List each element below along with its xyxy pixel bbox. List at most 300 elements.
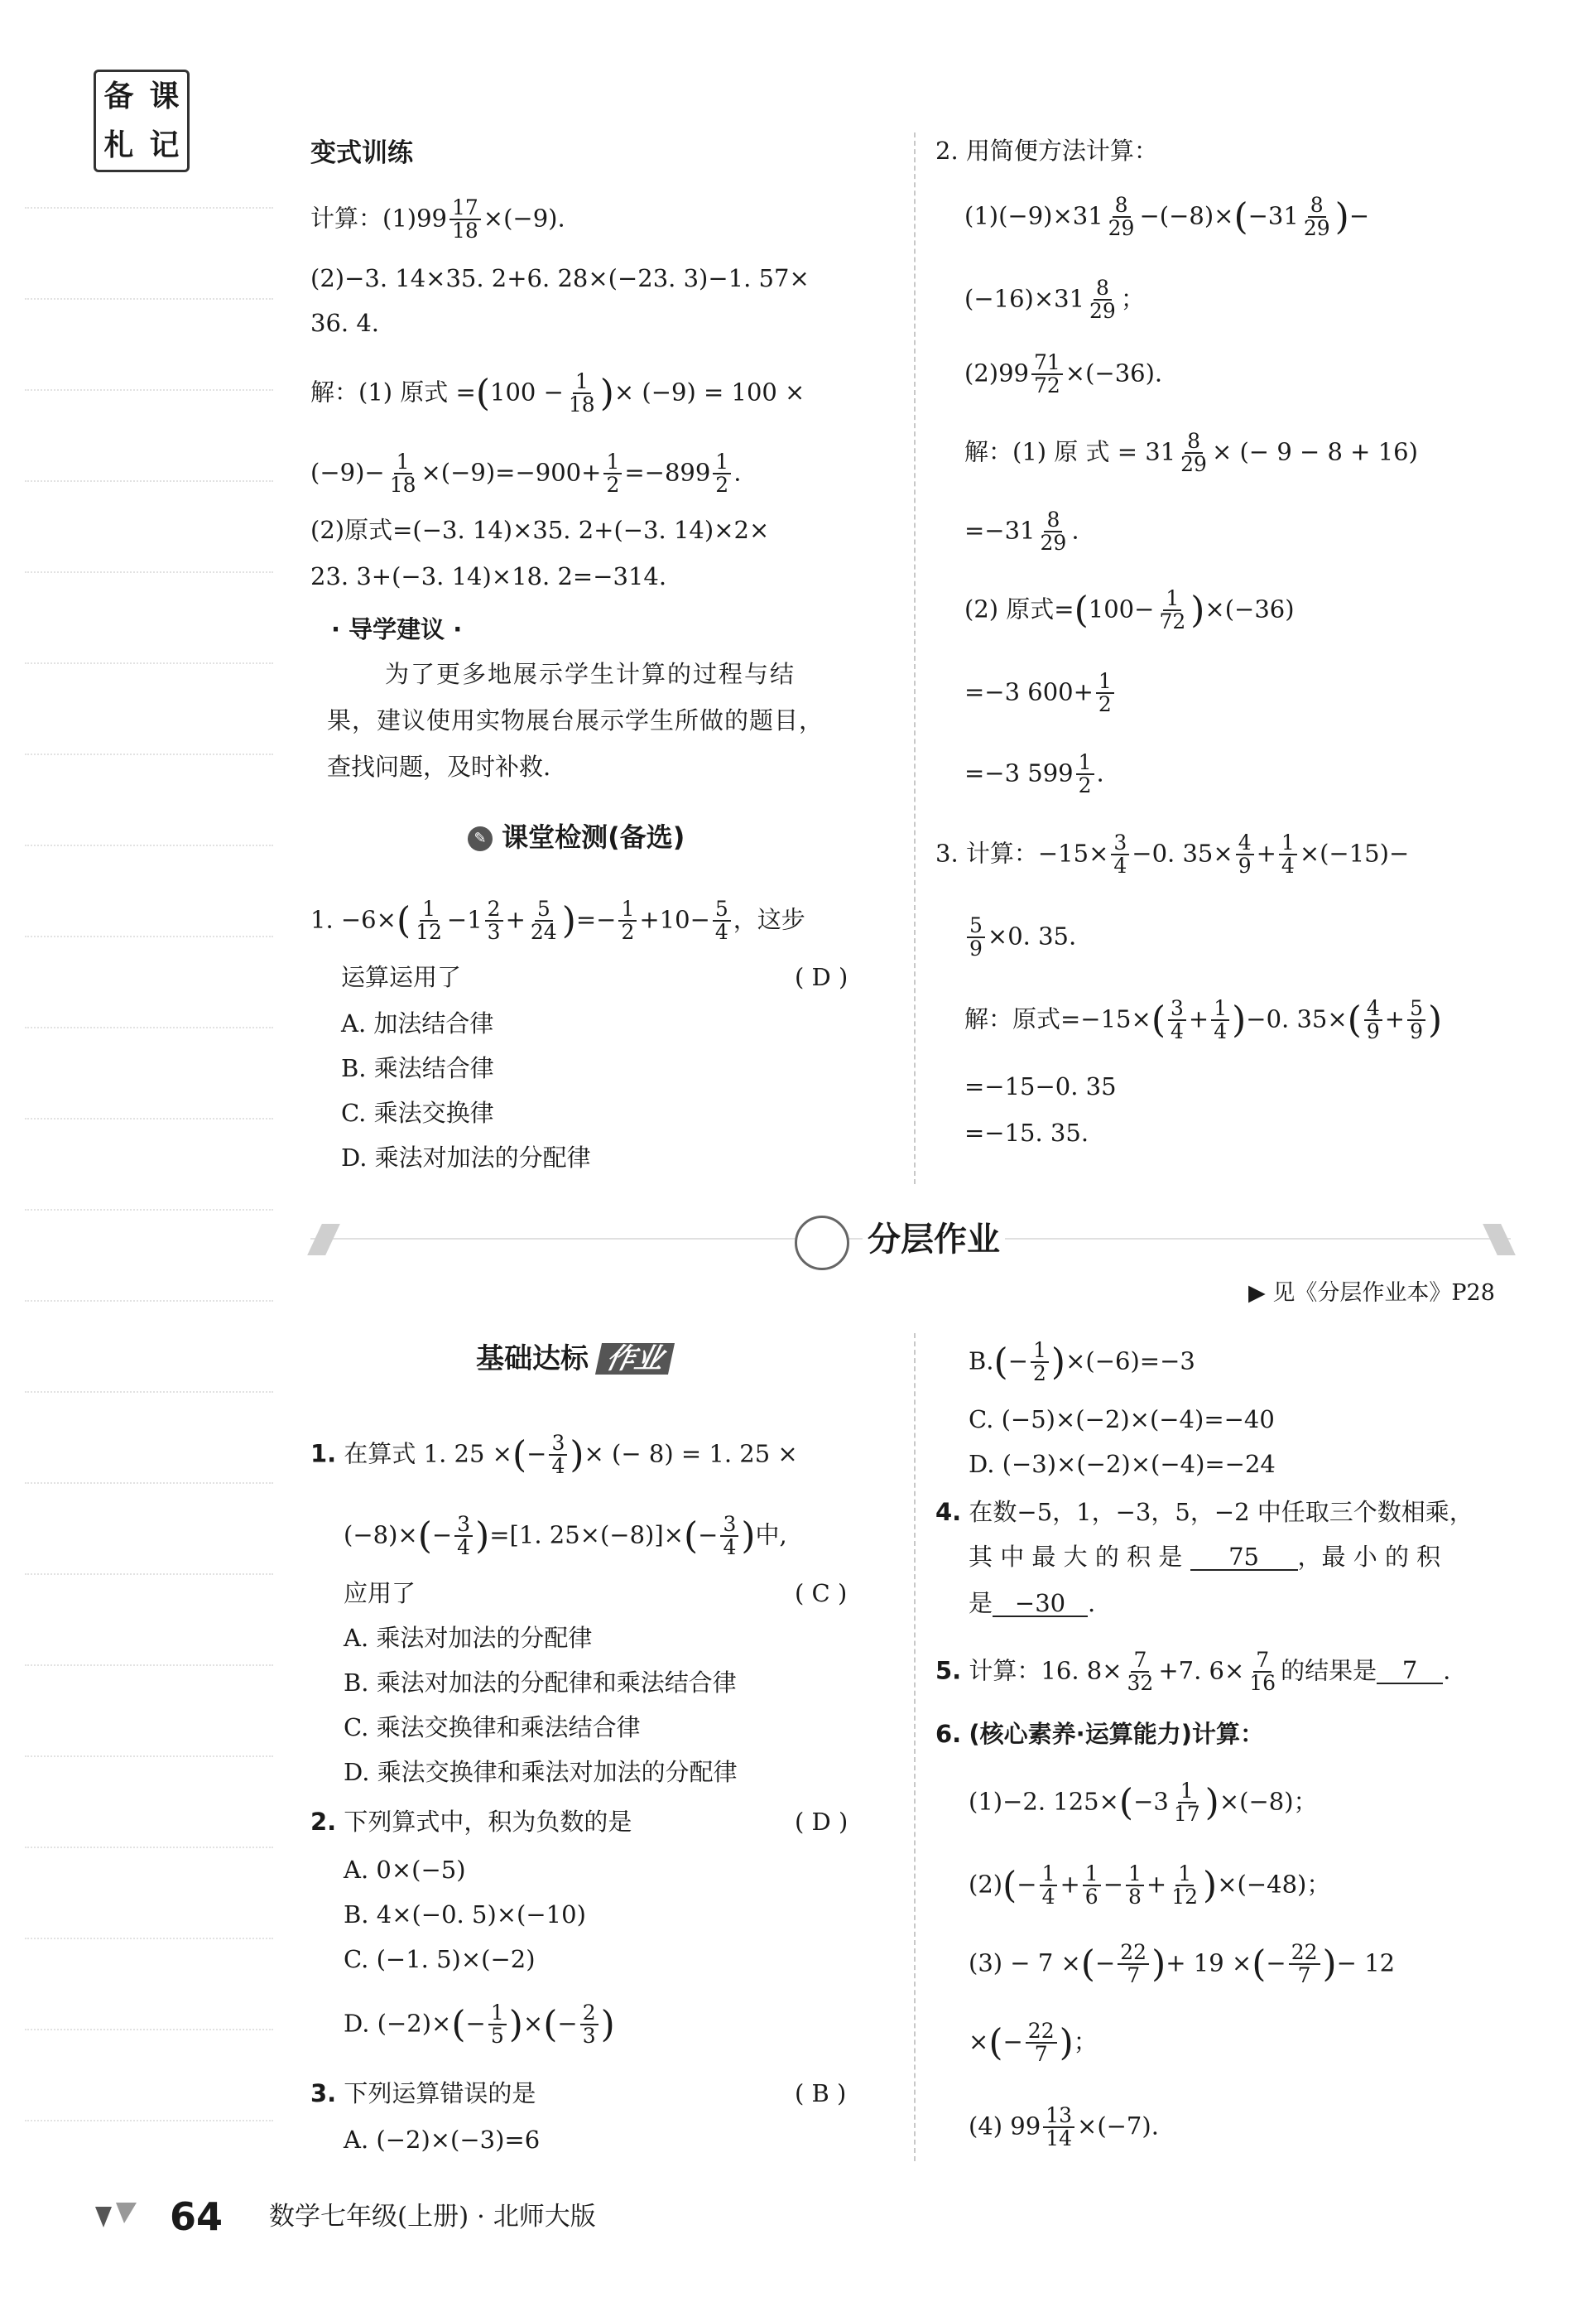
text: (核心素养·运算能力)计算： (969, 1720, 1264, 1748)
class-check-title (468, 821, 685, 853)
text: 是 (969, 1589, 993, 1617)
numerator: 1 (603, 451, 622, 474)
fraction (1126, 1863, 1144, 1909)
fraction (1087, 277, 1118, 323)
fraction (413, 898, 445, 944)
fraction (1118, 1942, 1149, 1987)
text: 解：(1) 原式 = (310, 378, 476, 407)
fraction (1364, 998, 1382, 1043)
numerator: 71 (1031, 352, 1063, 375)
text: × (969, 2027, 989, 2056)
fraction (485, 898, 503, 944)
fraction (488, 2002, 507, 2048)
answer-blank: −30 (993, 1591, 1088, 1617)
q3-line2 (964, 915, 1076, 961)
text: × (− 8) = 1. 25 × (584, 1439, 798, 1468)
text: 1. −6× (310, 905, 397, 934)
hw-q6-3: (3) − 7 ×(− $\frac{22}{7}$ )+ 19 ×(− $\frac{22}{7}$ )− 12 (969, 1940, 1396, 1988)
denominator: 3 (487, 920, 501, 945)
denominator: 3 (582, 2024, 596, 2049)
fraction (1125, 1649, 1156, 1695)
fraction (1156, 588, 1188, 633)
text: =−3 599 (964, 758, 1074, 787)
denominator: 4 (1214, 1019, 1228, 1044)
denominator: 2 (606, 473, 620, 498)
text: D. (−2)× (344, 2009, 452, 2038)
denominator: 6 (1084, 1885, 1098, 1909)
layered-homework-title: 分层作业 (863, 1223, 1005, 1256)
badge-char: 备 (103, 79, 134, 113)
text: −3 (1133, 1787, 1169, 1816)
numerator: 3 (720, 1514, 738, 1537)
text: ×(−9)=−900+ (421, 458, 602, 487)
text: (4) 99 (969, 2112, 1041, 2140)
text: ×(−6)=−3 (1065, 1346, 1195, 1375)
text: + (1384, 1004, 1406, 1033)
text: 下列算式中，积为负数的是 (344, 1808, 632, 1836)
option-c: C. (−1. 5)×(−2) (344, 1945, 536, 1973)
notes-ruled-lines (25, 207, 273, 2236)
denominator: 2 (621, 920, 635, 945)
q3-line1 (935, 832, 1409, 878)
fraction (566, 371, 598, 417)
denominator: 16 (1249, 1671, 1276, 1696)
option-c: C. (−5)×(−2)×(−4)=−40 (969, 1405, 1275, 1433)
text: 课堂检测(备选) (502, 821, 685, 853)
denominator: 9 (1238, 854, 1252, 879)
text: −31 (1247, 201, 1299, 230)
text: 解：(1) 原 式 = 31 (964, 437, 1176, 466)
text: (2)99 (964, 359, 1029, 388)
numerator: 3 (549, 1433, 567, 1456)
text: 基础达标 (476, 1342, 589, 1375)
text: 的结果是 (1281, 1656, 1377, 1685)
question-number: 4. (935, 1498, 962, 1526)
text: −1 (446, 905, 483, 934)
text: ×(−36) (1204, 595, 1295, 624)
text: 在算式 1. 25 × (344, 1439, 512, 1468)
option-b: B. 乘法对加法的分配律和乘法结合律 (344, 1669, 737, 1697)
text: (−8)× (344, 1520, 418, 1549)
text: 其 中 最 大 的 积 是 (969, 1543, 1183, 1571)
fraction (713, 898, 731, 944)
hw-q1-line3: 应用了 (344, 1579, 416, 1607)
text: 下列运算错误的是 (344, 2079, 536, 2107)
numerator: 8 (1094, 277, 1112, 301)
badge-char: 记 (149, 128, 180, 162)
text: − (1348, 201, 1370, 230)
text: 在数−5，1，−3，5，−2 中任取三个数相乘， (969, 1498, 1473, 1526)
banner-right-accent (1483, 1224, 1516, 1255)
text: + (1188, 1004, 1209, 1033)
fraction (1106, 195, 1137, 240)
numerator: 1 (488, 2002, 507, 2025)
numerator: 13 (1043, 2105, 1074, 2128)
numerator: 8 (1113, 195, 1131, 218)
text: (−16)×31 (964, 284, 1085, 313)
fraction (1076, 752, 1094, 797)
fraction (1178, 431, 1209, 476)
text: 100− (1088, 595, 1155, 624)
text: + (505, 905, 526, 934)
text: =−31 (964, 516, 1036, 545)
denominator: 32 (1127, 1671, 1154, 1696)
text: ×(−48)； (1217, 1870, 1331, 1899)
q2-solution-1 (964, 431, 1418, 476)
denominator: 72 (1033, 373, 1060, 398)
q2-solution-3: (2) 原式=(100− $\frac{1}{72}$ )×(−36) (964, 586, 1295, 634)
guide-text-3: 查找问题，及时补救. (327, 753, 551, 781)
text: =−3 600+ (964, 677, 1094, 706)
text: ，最 小 的 积 (1297, 1543, 1441, 1571)
fraction (580, 2002, 598, 2048)
text: ×(−7). (1077, 2112, 1159, 2140)
numerator: 1 (1163, 588, 1181, 611)
text: . (1071, 516, 1079, 545)
numerator: 22 (1026, 2020, 1057, 2044)
text: 中, (755, 1520, 787, 1549)
numerator: 1 (1126, 1863, 1144, 1886)
fraction (1168, 998, 1186, 1043)
fraction (1083, 1863, 1101, 1909)
option-d: D. (−3)×(−2)×(−4)=−24 (969, 1450, 1276, 1478)
page-number: 64 (170, 2194, 224, 2239)
fraction (1171, 1780, 1203, 1826)
homework-book-ref: ▶ 见《分层作业本》P28 (1248, 1280, 1495, 1306)
check-q1-line2: 运算运用了 (341, 963, 462, 991)
denominator: 4 (723, 1535, 737, 1560)
numerator: 3 (1168, 998, 1186, 1021)
numerator: 8 (1044, 509, 1062, 532)
hw-q4-line3 (969, 1591, 1095, 1617)
numerator: 1 (573, 371, 591, 394)
text: + (1256, 839, 1276, 868)
option-a: A. 0×(−5) (344, 1856, 466, 1884)
hw-q6-4 (969, 2105, 1159, 2150)
fraction (1211, 998, 1229, 1043)
numerator: 1 (713, 451, 731, 474)
hw-q6-title (935, 1722, 1264, 1746)
variant-q2-line2: 36. 4. (310, 309, 380, 337)
fraction (1031, 352, 1063, 397)
question-number: 6. (935, 1720, 962, 1748)
hw-q5 (935, 1649, 1450, 1695)
text: −0. 35× (1246, 1004, 1348, 1033)
question-number: 1. (310, 1439, 337, 1468)
text: 3. 计算：−15× (935, 839, 1109, 868)
fraction (603, 451, 622, 497)
denominator: 4 (1170, 1019, 1184, 1044)
text: ×(−15)− (1299, 839, 1410, 868)
text: ×0. 35. (987, 922, 1077, 951)
text: − (526, 1439, 547, 1468)
numerator: 17 (449, 197, 481, 220)
column-divider (914, 132, 916, 1184)
numerator: 1 (1175, 1863, 1194, 1886)
fraction (720, 1514, 738, 1559)
numerator: 5 (535, 898, 553, 922)
denominator: 17 (1173, 1802, 1200, 1827)
text: (2) (969, 1870, 1003, 1899)
answer-mark: ( D ) (795, 963, 848, 991)
text: −(−8)× (1139, 201, 1234, 230)
fraction (1111, 832, 1129, 878)
denominator: 29 (1089, 299, 1116, 324)
question-number: 5. (935, 1656, 962, 1685)
option-b: B.(− $\frac{1}{2}$ )×(−6)=−3 (969, 1338, 1195, 1386)
text: × (− 9 − 8 + 16) (1211, 437, 1418, 466)
text: . (1088, 1589, 1096, 1617)
text: ； (1073, 2027, 1098, 2056)
denominator: 2 (715, 473, 729, 498)
fraction (549, 1433, 567, 1478)
numerator: 1 (1040, 1863, 1058, 1886)
q3-solution-2: =−15−0. 35 (964, 1072, 1117, 1100)
text: +10− (639, 905, 710, 934)
option-d: D. 乘法对加法的分配律 (341, 1144, 591, 1172)
fraction (1096, 671, 1114, 716)
variant-training-heading: 变式训练 (310, 138, 413, 168)
numerator: 1 (1076, 752, 1094, 775)
hw-q1-line1: 1. 在算式 1. 25 ×(− $\frac{3}{4}$ )× (− 8) = 1. 25 × (310, 1431, 798, 1479)
fraction (1038, 509, 1070, 555)
fraction (1169, 1863, 1200, 1909)
text: × (−9) = 100 × (613, 378, 805, 407)
option-d: D. (−2)×(− $\frac{1}{5}$ )×(− $\frac{2}{3}$ ) (344, 2001, 615, 2049)
q2-line3 (964, 352, 1162, 397)
text: 计算：(1)99 (310, 204, 447, 233)
numerator: 7 (1253, 1649, 1272, 1673)
text: 解：原式=−15× (964, 1004, 1151, 1033)
text: =− (575, 905, 617, 934)
option-a: A. (−2)×(−3)=6 (344, 2126, 541, 2154)
fraction (1026, 2020, 1057, 2066)
hw-q1-line2: (−8)×(− $\frac{3}{4}$ )=[1. 25×(−8)]×(− $\frac{3}{4}$ )中, (344, 1512, 787, 1560)
hw-q4-line2 (969, 1545, 1440, 1571)
denominator: 72 (1159, 609, 1186, 634)
denominator: 2 (1078, 773, 1092, 798)
solution-line3: (2)原式=(−3. 14)×35. 2+(−3. 14)×2× (310, 516, 770, 544)
denominator: 29 (1108, 216, 1135, 241)
numerator: 1 (1211, 998, 1229, 1021)
numerator: 1 (1083, 1863, 1101, 1886)
text: (1)(−9)×31 (964, 201, 1103, 230)
fraction (449, 197, 481, 243)
denominator: 9 (969, 937, 983, 961)
denominator: 24 (530, 920, 557, 945)
text: ×(−9). (483, 204, 565, 233)
question-number: 2. (310, 1808, 337, 1836)
text: (2) 原式= (964, 595, 1074, 624)
text: . (733, 458, 742, 487)
denominator: 9 (1366, 1019, 1380, 1044)
text: ； (1120, 284, 1145, 313)
denominator: 4 (714, 920, 728, 945)
denominator: 18 (451, 219, 478, 243)
denominator: 12 (416, 920, 442, 945)
option-a: A. 加法结合律 (341, 1009, 494, 1038)
q2-solution-2 (964, 509, 1079, 555)
answer-mark: ( C ) (795, 1579, 848, 1607)
option-b: B. 乘法结合律 (341, 1054, 494, 1082)
numerator: 1 (618, 898, 637, 922)
denominator: 18 (389, 473, 416, 498)
answer-blank: 75 (1190, 1545, 1298, 1571)
text: . (1096, 758, 1104, 787)
text: +7. 6× (1158, 1656, 1245, 1685)
fraction (967, 915, 985, 961)
denominator: 4 (551, 1454, 565, 1479)
option-c: C. 乘法交换律 (341, 1099, 494, 1127)
check-q1-line1: 1. −6×( $\frac{1}{12}$ −1 $\frac{2}{3}$ + $\frac{5}{24}$ )=− $\frac{1}{2}$ +10− $\frac{5}{4}$ ，这步 (310, 897, 805, 945)
variant-q1 (310, 197, 565, 243)
numerator: 8 (1185, 431, 1203, 454)
numerator: 22 (1118, 1942, 1149, 1965)
denominator: 4 (457, 1535, 471, 1560)
solution-line2 (310, 451, 741, 497)
text: . (1443, 1656, 1451, 1685)
fraction (1407, 998, 1425, 1043)
text: ，这步 (733, 905, 805, 934)
hw-q6-1: (1)−2. 125×(−3 $\frac{1}{17}$ )×(−8)； (969, 1779, 1318, 1827)
text: + 19 × (1166, 1948, 1252, 1977)
numerator: 4 (1236, 832, 1254, 855)
q3-solution-3: =−15. 35. (964, 1119, 1089, 1147)
fraction (387, 451, 419, 497)
column-divider (914, 1333, 916, 2161)
solution-line4: 23. 3+(−3. 14)×18. 2=−314. (310, 562, 667, 590)
answer-blank: 7 (1377, 1659, 1443, 1684)
denominator: 14 (1046, 2126, 1073, 2151)
denominator: 29 (1180, 452, 1207, 477)
text: B. (969, 1346, 994, 1375)
numerator: 4 (1364, 998, 1382, 1021)
denominator: 2 (1033, 1361, 1046, 1386)
variant-q2-line1: (2)−3. 14×35. 2+6. 28×(−23. 3)−1. 57× (310, 264, 810, 292)
option-a: A. 乘法对加法的分配律 (344, 1624, 593, 1652)
text: (3) − 7 × (969, 1948, 1081, 1977)
denominator: 8 (1128, 1885, 1142, 1909)
hw-q3 (310, 2079, 536, 2107)
numerator: 3 (454, 1514, 473, 1537)
denominator: 12 (1171, 1885, 1199, 1909)
lesson-notes-badge (94, 70, 190, 172)
text: ×(−8)； (1219, 1787, 1318, 1816)
basic-standard-title (476, 1343, 671, 1375)
q2-title: 2. 用简便方法计算： (935, 137, 1158, 165)
numerator: 8 (1308, 195, 1326, 218)
numerator: 5 (1407, 998, 1425, 1021)
numerator: 1 (420, 898, 438, 922)
fraction (1043, 2105, 1074, 2150)
denominator: 4 (1041, 1885, 1055, 1909)
guide-title: · 导学建议 · (331, 615, 463, 643)
text: (1)−2. 125× (969, 1787, 1119, 1816)
text: (−9)− (310, 458, 385, 487)
guide-text-2: 果，建议使用实物展台展示学生所做的题目， (327, 706, 824, 734)
text: −0. 35× (1132, 839, 1233, 868)
numerator: 1 (1096, 671, 1114, 694)
option-c: C. 乘法交换律和乘法结合律 (344, 1713, 641, 1741)
text: =−899 (624, 458, 711, 487)
denominator: 7 (1034, 2042, 1048, 2067)
footer-decoration (91, 2198, 141, 2232)
denominator: 9 (1410, 1019, 1423, 1044)
denominator: 18 (568, 392, 595, 417)
fraction (1236, 832, 1254, 878)
text: ×(−36). (1065, 359, 1163, 388)
answer-mark: ( D ) (795, 1808, 848, 1836)
text: 100 − (490, 378, 564, 407)
fraction (1247, 1649, 1278, 1695)
text: =[1. 25×(−8)]× (489, 1520, 684, 1549)
q2-solution-4 (964, 671, 1117, 716)
denominator: 29 (1303, 216, 1330, 241)
denominator: 4 (1113, 854, 1127, 879)
numerator: 5 (967, 915, 985, 938)
hw-q6-3-cont: ×(− $\frac{22}{7}$ )； (969, 2019, 1098, 2067)
question-number: 3. (310, 2079, 337, 2107)
numerator: 5 (713, 898, 731, 922)
denominator: 7 (1297, 1963, 1311, 1988)
text: − (431, 1520, 453, 1549)
option-b: B. 4×(−0. 5)×(−10) (344, 1900, 586, 1929)
fraction (528, 898, 560, 944)
hw-q6-2: (2)(− $\frac{1}{4}$ + $\frac{1}{6}$ − $\frac{1}{8}$ + $\frac{1}{12}$ )×(−48)； (969, 1861, 1331, 1909)
numerator: 22 (1289, 1942, 1320, 1965)
denominator: 5 (490, 2024, 504, 2049)
fraction (1040, 1863, 1058, 1909)
answer-mark: ( B ) (795, 2079, 847, 2107)
fraction (1031, 1340, 1049, 1385)
hw-q4-line1 (935, 1500, 1473, 1524)
solution-line1: 解：(1) 原式 =(100 − $\frac{1}{18}$ )× (−9) = 100 × (310, 369, 805, 417)
homework-tag: 作业 (595, 1343, 675, 1375)
badge-char: 札 (103, 128, 134, 162)
numerator: 1 (1279, 832, 1297, 855)
fraction (618, 898, 637, 944)
text: − 12 (1336, 1948, 1396, 1977)
q3-solution-1: 解：原式=−15×( $\frac{3}{4}$ + $\frac{1}{4}$ )−0. 35×( $\frac{4}{9}$ + $\frac{5}{9}$ ) (964, 996, 1443, 1044)
fraction (1289, 1942, 1320, 1987)
numerator: 1 (394, 451, 412, 474)
denominator: 7 (1127, 1963, 1141, 1988)
badge-char: 课 (149, 79, 180, 113)
q2-line2 (964, 277, 1145, 323)
fraction (1301, 195, 1333, 240)
numerator: 1 (1031, 1340, 1049, 1363)
numerator: 3 (1111, 832, 1129, 855)
denominator: 29 (1040, 531, 1067, 556)
fraction (713, 451, 731, 497)
q2-solution-5 (964, 752, 1104, 797)
book-title: 数学七年级(上册) · 北师大版 (269, 2202, 596, 2232)
text: 计算：16. 8× (969, 1656, 1122, 1685)
homework-icon (795, 1216, 849, 1270)
fraction (1279, 832, 1297, 878)
numerator: 2 (580, 2002, 598, 2025)
q2-line1: (1)(−9)×31 $\frac{8}{29}$ −(−8)×(−31 $\frac{8}{29}$ )− (964, 193, 1370, 241)
numerator: 1 (1178, 1780, 1196, 1803)
denominator: 4 (1281, 854, 1295, 879)
fraction (454, 1514, 473, 1559)
hw-q2 (310, 1810, 632, 1834)
numerator: 7 (1131, 1649, 1149, 1673)
numerator: 2 (485, 898, 503, 922)
denominator: 2 (1098, 692, 1112, 717)
check-icon: ✎ (468, 826, 493, 851)
guide-text-1: 为了更多地展示学生计算的过程与结 (385, 660, 796, 688)
